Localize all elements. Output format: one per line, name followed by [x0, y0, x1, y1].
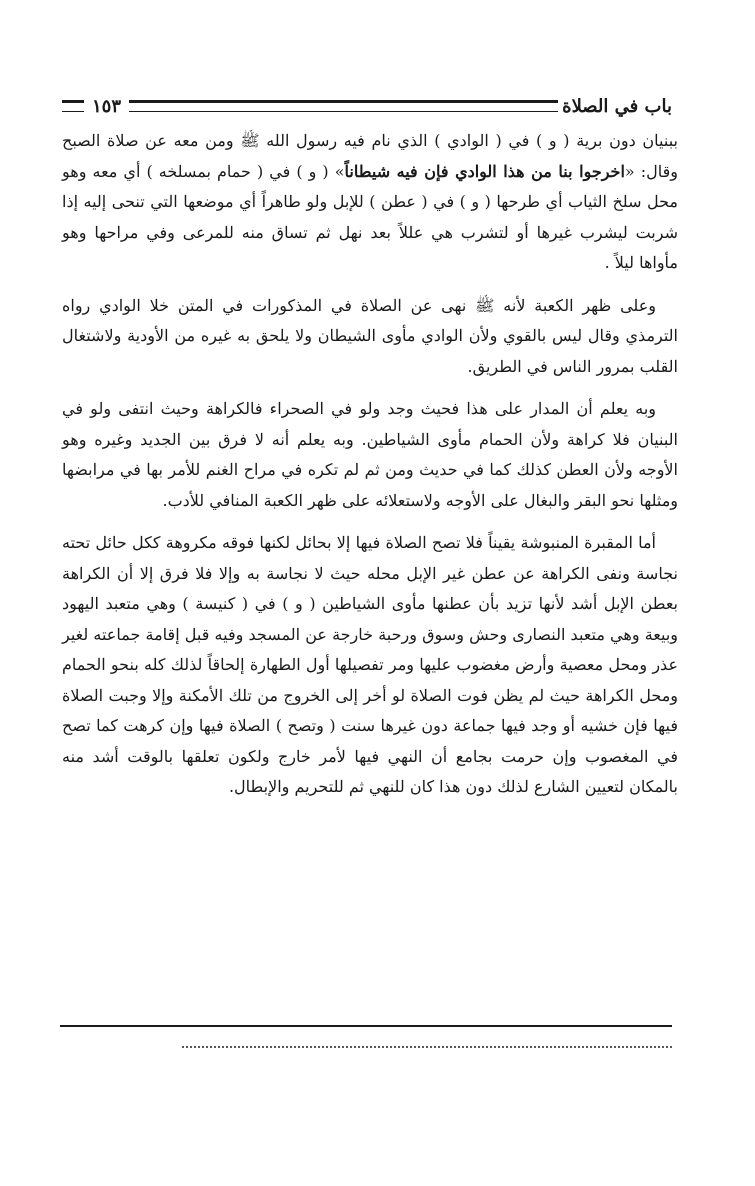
chapter-title: باب في الصلاة [562, 95, 672, 117]
body-text [62, 126, 678, 815]
hadith-quote: اخرجوا بنا من هذا الوادي فإن فيه شيطاناً [344, 161, 625, 181]
page-number: ١٥٣ [92, 95, 122, 117]
header-rule-end [62, 100, 84, 112]
footnote-divider [60, 1025, 672, 1027]
paragraph-2: وعلى ظهر الكعبة لأنه ﷺ نهى عن الصلاة في المذكورات في المتن خلا الوادي رواه الترمذي وقال ليس بالقوي ولأن الوادي مأوى الشيطان ولا يلحق به غيره من الأودية ولاشتغال القلب بمرور الناس في الطريق. [62, 295, 678, 376]
header-rule [129, 100, 558, 112]
paragraph-1: ببنيان دون برية ( و ) في ( الوادي ) الذي نام فيه رسول الله ﷺ ومن معه عن صلاة الصبح وقال: «اخرجوا بنا من هذا الوادي فإن فيه شيطاناً» ( و ) في ( حمام بمسلخه ) أي معه وهو محل سلخ الثياب أي طرحها ( و ) في ( عطن ) للإبل ولو طاهراً أي موضعها التي تنحى إليه إذا شربت ليشرب غيرها أو لتشرب هي عللاً بعد نهل ثم تساق منه للمرعى وفي مراحها وهو مأواها ليلاً . [62, 131, 679, 272]
footnote-dotted-line [182, 1046, 672, 1048]
paragraph-4: أما المقبرة المنبوشة يقيناً فلا تصح الصلاة فيها إلا بحائل لكنها فوقه مكروهة ككل حائل تحته نجاسة ونفى الكراهة عن عطن غير الإبل محله حيث لا نجاسة به وإلا فلا فرق إلا أن الكراهة بعطن الإبل أشد لأنها تزيد بأن عطنها مأوى الشياطين ( و ) في ( كنيسة ) وهي متعبد اليهود وبيعة وهي متعبد النصارى وحش وسوق ورحبة خارجة عن المسجد وفيه قبل إقامة جماعته لغير عذر ومحل معصية وأرض مغضوب عليها ومر تفصيلها أول الطهارة إلحاقاً لذلك كله بنحو الحمام ومحل الكراهة حيث لم يظن فوت الصلاة لو أخر إلى الخروج من تلك الأمكنة وإلا وجبت الصلاة فيها فإن خشيه أو وجد فيها جماعة دون غيرها سنت ( وتصح ) الصلاة فيها وإن كرهت كما تصح في المغصوب وإن حرمت بجامع أن النهي فيها لأمر خارج ولكون تعلقها بالوقت أشد منه بالمكان لتعيين الشارع لذلك دون هذا كان للنهي ثم للتحريم والإبطال. [62, 533, 679, 796]
page-header [62, 94, 678, 118]
paragraph-3: وبه يعلم أن المدار على هذا فحيث وجد ولو في الصحراء فالكراهة وحيث انتفى ولو في البنيان فلا كراهة ولأن الحمام مأوى الشياطين. وبه يعلم أنه لا فرق بين الجديد وغيره وهو الأوجه ولأن العطن كذلك كما في حديث ومن ثم لم تكره في مراح الغنم للأمر بها في مرابضها ومثلها نحو البقر والبغال على الأوجه ولاستعلائه على ظهر الكعبة المنافي للأدب. [62, 399, 678, 510]
